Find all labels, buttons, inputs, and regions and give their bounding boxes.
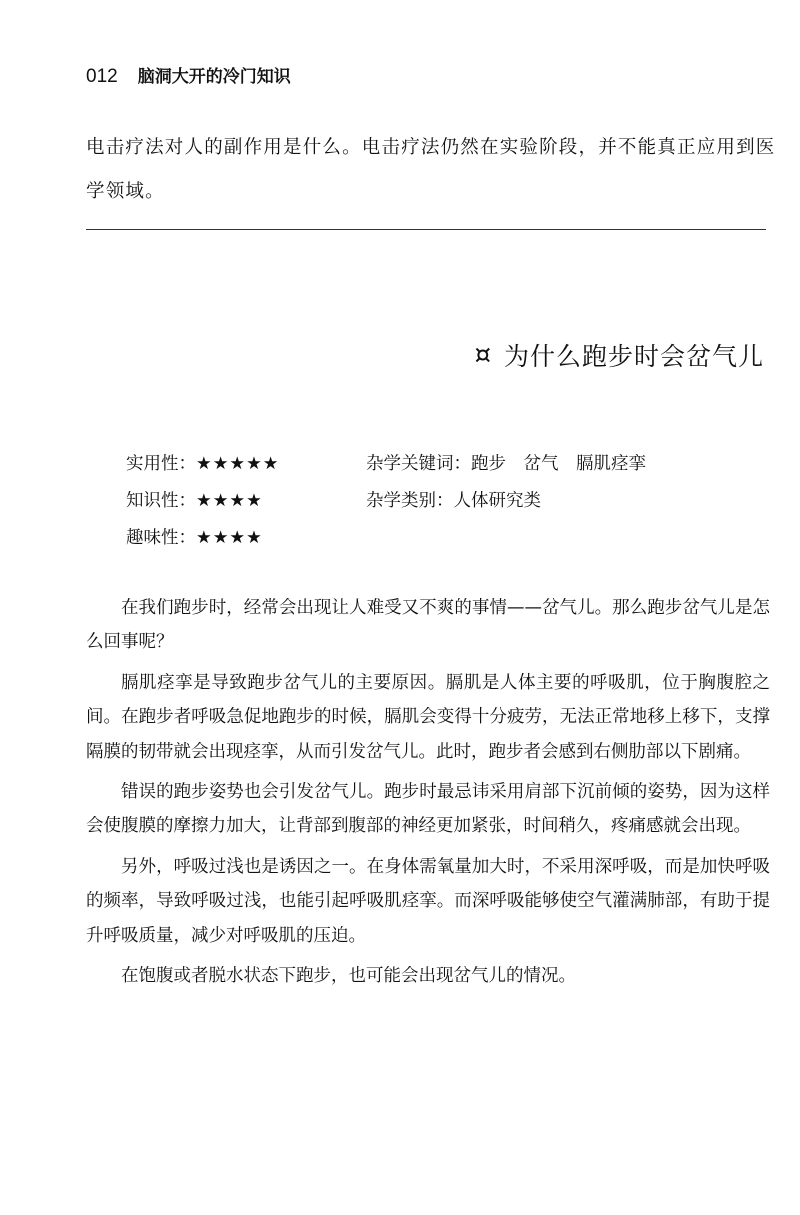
section-divider [86, 229, 766, 230]
meta-row-1 [126, 444, 766, 481]
intro-paragraph: 电击疗法对人的副作用是什么。电击疗法仍然在实验阶段，并不能真正应用到医学领域。 [86, 137, 776, 202]
practicality-stars: ★★★★★ [196, 454, 280, 474]
keywords [366, 450, 646, 475]
paragraph: 膈肌痉挛是导致跑步岔气儿的主要原因。膈肌是人体主要的呼吸肌，位于胸腹腔之间。在跑步者呼吸急促地跑步的时候，膈肌会变得十分疲劳，无法正常地移上移下，支撑隔膜的韧带就会出现痉挛，从而引发岔气儿。此时，跑步者会感到右侧肋部以下剧痛。 [86, 672, 770, 762]
paragraph: 错误的跑步姿势也会引发岔气儿。跑步时最忌讳采用肩部下沉前倾的姿势，因为这样会使腹膜的摩擦力加大，让背部到腹部的神经更加紧张，时间稍久，疼痛感就会出现。 [86, 782, 770, 837]
section-symbol-icon: ¤ [474, 340, 492, 370]
keywords-label: 杂学关键词： [366, 454, 471, 474]
paragraph: 在饱腹或者脱水状态下跑步，也可能会出现岔气儿的情况。 [121, 966, 576, 987]
meta-row-2 [126, 481, 766, 518]
article-body [86, 591, 770, 999]
interest-stars: ★★★★ [196, 528, 263, 548]
interest-label: 趣味性： [126, 528, 196, 548]
meta-row-3 [126, 518, 766, 555]
paragraph: 在我们跑步时，经常会出现让人难受又不爽的事情——岔气儿。那么跑步岔气儿是怎么回事呢？ [86, 598, 770, 653]
section-title: 为什么跑步时会岔气儿 [503, 342, 764, 371]
knowledge-label: 知识性： [126, 491, 196, 511]
interest-rating [126, 524, 366, 549]
practicality-rating [126, 450, 366, 475]
page-number: 012 [86, 66, 118, 87]
knowledge-rating [126, 487, 366, 512]
practicality-label: 实用性： [126, 454, 196, 474]
category-label: 杂学类别： [366, 491, 454, 511]
category-value: 人体研究类 [453, 491, 541, 511]
keywords-value: 跑步 岔气 膈肌痉挛 [471, 454, 646, 474]
category [366, 487, 541, 512]
meta-info [126, 444, 766, 555]
section-heading [474, 337, 764, 373]
book-title: 脑洞大开的冷门知识 [137, 67, 291, 87]
knowledge-stars: ★★★★ [196, 491, 263, 511]
paragraph: 另外，呼吸过浅也是诱因之一。在身体需氧量加大时，不采用深呼吸，而是加快呼吸的频率，导致呼吸过浅，也能引起呼吸肌痉挛。而深呼吸能够使空气灌满肺部，有助于提升呼吸质量，减少对呼吸肌的压迫。 [86, 856, 770, 946]
page-header [86, 62, 291, 88]
